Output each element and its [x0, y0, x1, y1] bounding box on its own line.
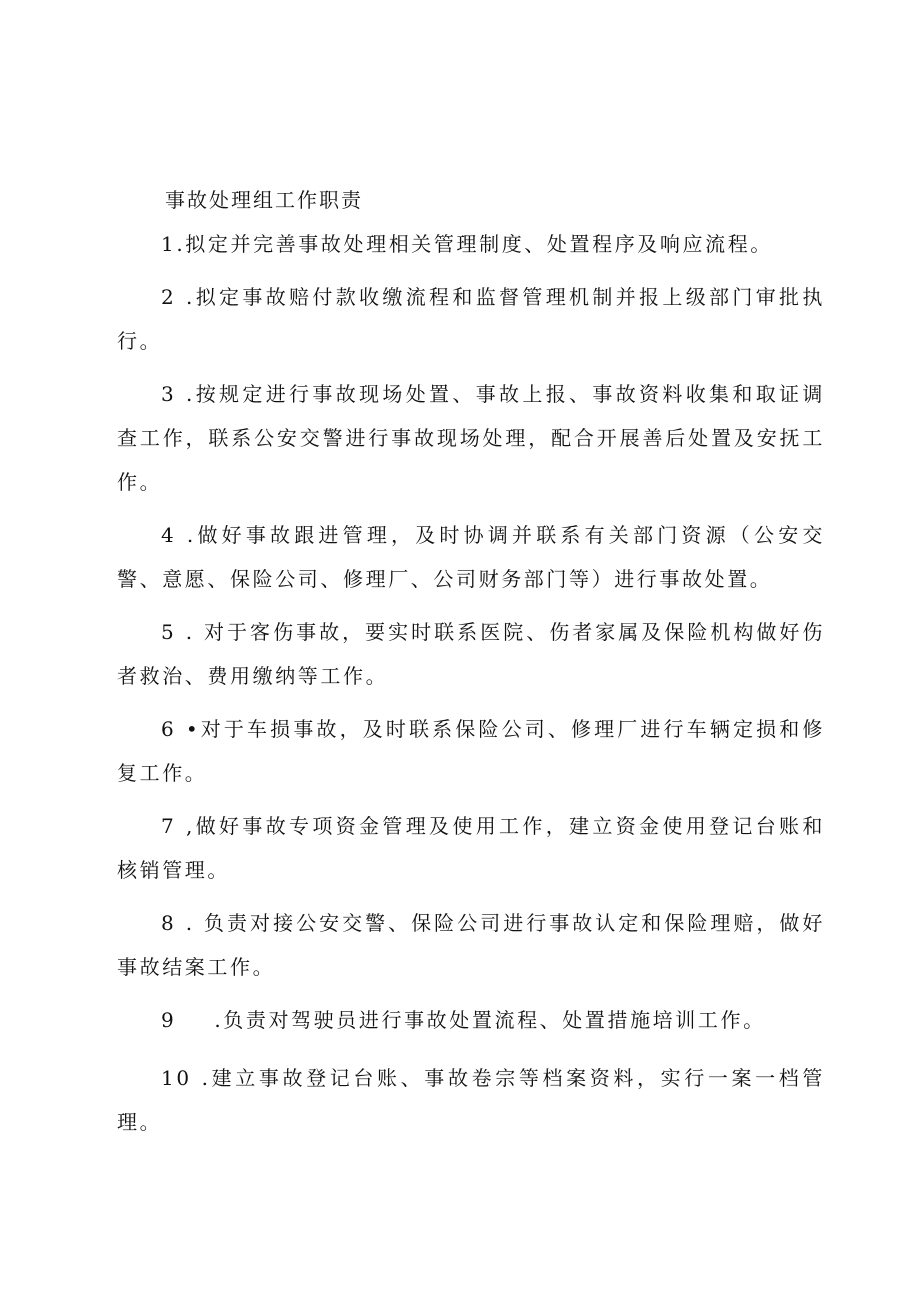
- document-title: 事故处理组工作职责: [165, 188, 363, 212]
- duty-item-7: [117, 804, 825, 892]
- duty-item-6: [117, 707, 825, 795]
- item-text: . 负责对接公安交警、保险公司进行事故认定和保险理赔，做好事故结案工作。: [117, 911, 825, 979]
- item-text: .做好事故跟进管理，及时协调并联系有关部门资源（公安交警、意愿、保险公司、修理厂、公司财务部门等）进行事故处置。: [117, 523, 825, 591]
- item-text: 拟定并完善事故处理相关管理制度、处置程序及响应流程。: [185, 232, 773, 256]
- item-number: 6: [161, 717, 177, 741]
- duty-item-3: [117, 372, 825, 504]
- duty-item-2: [117, 275, 825, 363]
- item-number: 1.: [161, 232, 186, 256]
- item-text: .按规定进行事故现场处置、事故上报、事故资料收集和取证调查工作，联系公安交警进行事故现场处理，配合开展善后处置及安抚工作。: [117, 382, 825, 494]
- item-number: 3: [161, 382, 177, 406]
- item-number: 5: [161, 620, 177, 644]
- item-number: 2: [161, 285, 177, 309]
- item-number: 10: [161, 1066, 192, 1090]
- item-text: .建立事故登记台账、事故卷宗等档案资料，实行一案一档管理。: [117, 1066, 825, 1134]
- item-number: 9: [161, 1008, 177, 1032]
- duty-item-9: [117, 998, 825, 1042]
- item-number: 7: [161, 814, 177, 838]
- item-text: .负责对驾驶员进行事故处置流程、处置措施培训工作。: [214, 1008, 766, 1032]
- item-text: ,做好事故专项资金管理及使用工作，建立资金使用登记台账和核销管理。: [117, 814, 825, 882]
- duty-item-4: [117, 513, 825, 601]
- document-body: [117, 178, 825, 1144]
- duty-item-8: [117, 901, 825, 989]
- item-number: 4: [161, 523, 177, 547]
- duty-item-1: [117, 222, 825, 266]
- item-text: •对于车损事故，及时联系保险公司、修理厂进行车辆定损和修复工作。: [117, 717, 825, 785]
- item-text: . 对于客伤事故，要实时联系医院、伤者家属及保险机构做好伤者救治、费用缴纳等工作。: [117, 620, 825, 688]
- duty-item-5: [117, 610, 825, 698]
- item-text: .拟定事故赔付款收缴流程和监督管理机制并报上级部门审批执行。: [117, 285, 825, 353]
- item-number: 8: [161, 911, 177, 935]
- duty-item-10: [117, 1056, 825, 1144]
